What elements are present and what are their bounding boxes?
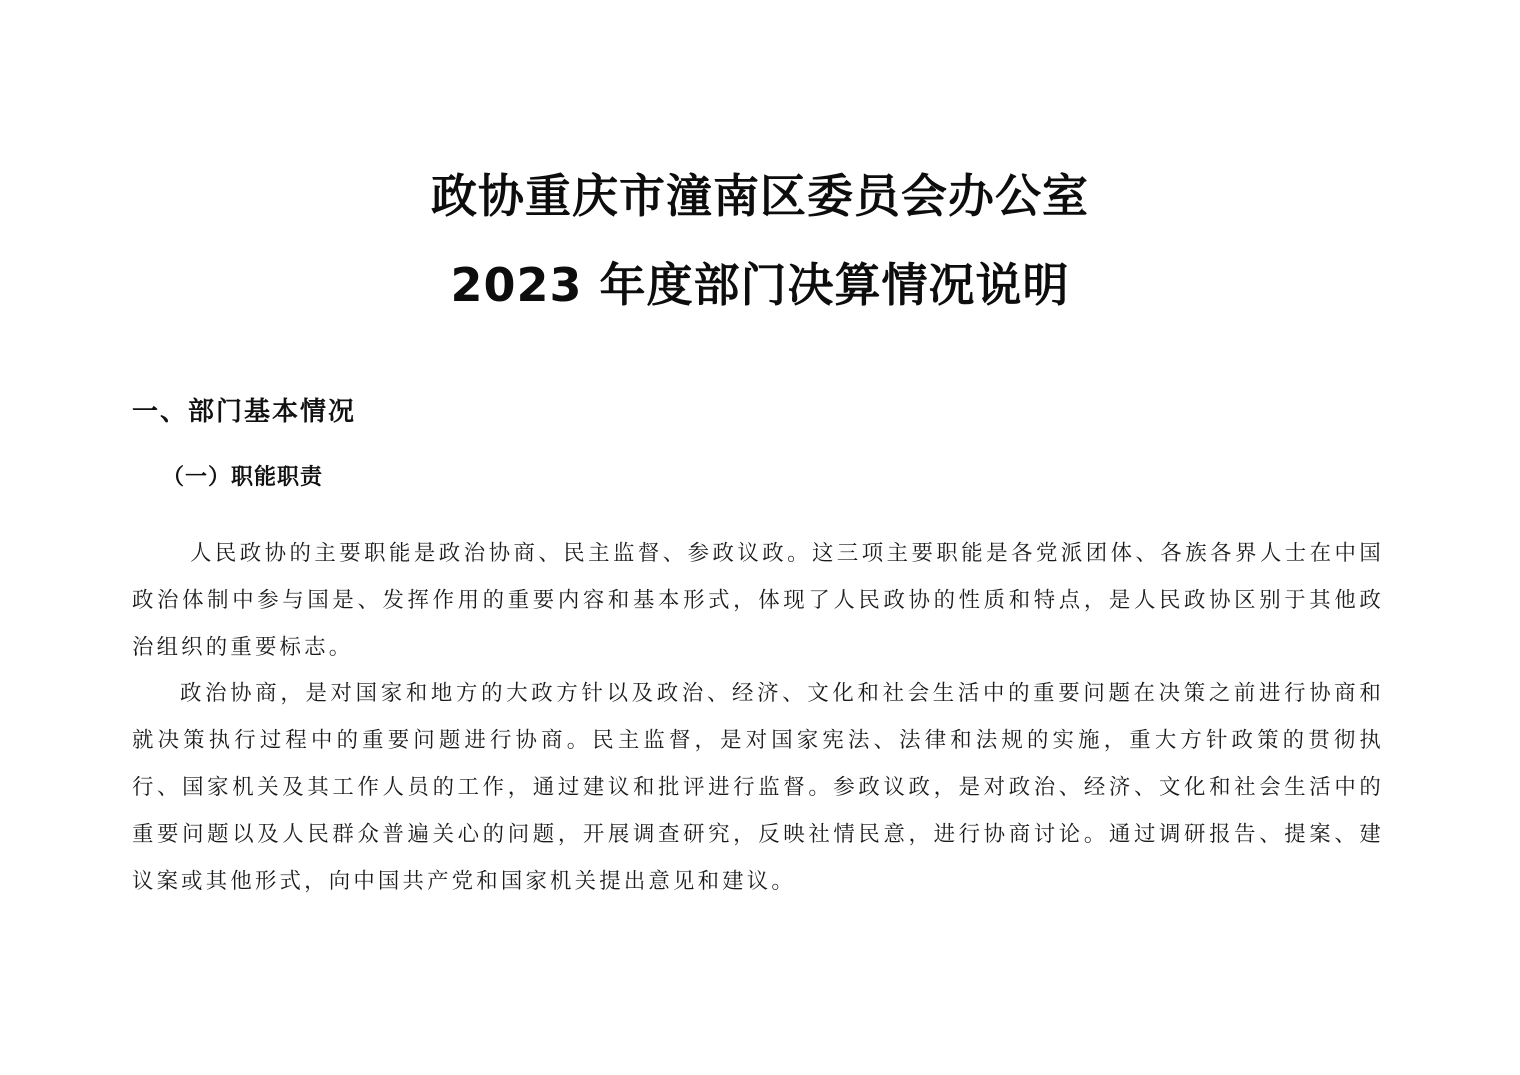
paragraph-functions-intro: 人民政协的主要职能是政治协商、民主监督、参政议政。这三项主要职能是各党派团体、各族各界人士在中国政治体制中参与国是、发挥作用的重要内容和基本形式，体现了人民政协的性质和特点，是人民政协区别于其他政治组织的重要标志。 (132, 541, 1384, 660)
section-heading: 一、部门基本情况 (132, 397, 357, 427)
sub-heading: （一）职能职责 (162, 465, 324, 490)
paragraph-functions-detail: 政治协商，是对国家和地方的大政方针以及政治、经济、文化和社会生活中的重要问题在决策之前进行协商和就决策执行过程中的重要问题进行协商。民主监督，是对国家宪法、法律和法规的实施，重大方针政策的贯彻执行、国家机关及其工作人员的工作，通过建议和批评进行监督。参政议政，是对政治、经济、文化和社会生活中的重要问题以及人民群众普遍关心的问题，开展调查研究，反映社情民意，进行协商讨论。通过调研报告、提案、建议案或其他形式，向中国共产党和国家机关提出意见和建议。 (132, 681, 1384, 894)
document-title-line-2: 2023 年度部门决算情况说明 (450, 258, 1070, 312)
document-title-line-1: 政协重庆市潼南区委员会办公室 (431, 169, 1089, 223)
